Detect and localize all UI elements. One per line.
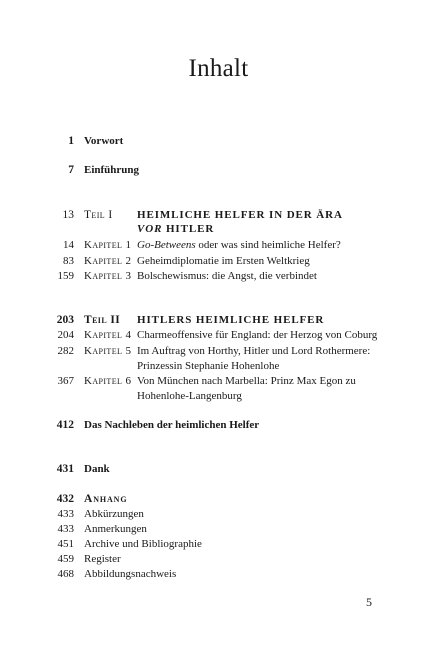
page-number: 468 [57,568,74,580]
chapter-title-line2: Hohenlohe-Langenburg [137,390,242,402]
entry-title: Register [84,553,121,565]
chapter-title: Charmeoffensive für England: der Herzog von Coburg [137,329,378,341]
part-title-line1: HEIMLICHE HELFER IN DER ÄRA [137,209,343,221]
page-number: 83 [63,255,74,267]
page-number: 432 [56,493,74,505]
entry-title: Einführung [84,164,140,176]
chapter-label: Kapitel 6 [84,375,132,387]
page-number: 204 [57,329,74,341]
page-number: 13 [62,209,74,221]
entry-title: Archive und Bibliographie [84,538,202,550]
part-title-italic: VOR [137,223,163,235]
entry-title: Das Nachleben der heimlichen Helfer [84,419,260,431]
page-number: 159 [57,270,74,282]
chapter-title [137,238,341,252]
chapter-label: Kapitel 5 [84,345,132,357]
chapter-title: Bolschewismus: die Angst, die verbindet [137,270,317,282]
part-title-line2 [137,222,214,236]
page-number: 282 [57,345,74,357]
chapter-title-line1: Von München nach Marbella: Prinz Max Egon zu [137,375,356,387]
page-number: 433 [57,523,74,535]
entry-title: Dank [84,463,110,475]
page-number: 459 [57,553,74,565]
entry-title: Vorwort [84,135,124,147]
chapter-title-line2: Prinzessin Stephanie Hohenlohe [137,360,280,372]
page-number: 433 [57,508,74,520]
chapter-label: Kapitel 3 [84,270,132,282]
chapter-label: Kapitel 1 [84,239,132,251]
chapter-title-line1: Im Auftrag von Horthy, Hitler und Lord Rothermere: [137,345,371,357]
chapter-label: Kapitel 4 [84,329,132,341]
page-number: 203 [56,314,74,326]
part-title: HITLERS HEIMLICHE HELFER [137,314,325,326]
page-number: 451 [57,538,74,550]
part-label: Teil II [84,314,121,326]
chapter-label: Kapitel 2 [84,255,132,267]
page-number: 431 [56,463,74,475]
entry-title: Abbildungsnachweis [84,568,177,580]
part-label: Anhang [84,493,128,505]
part-label: Teil I [84,209,113,221]
part-title-rest: HITLER [162,223,215,235]
page-number: 367 [57,375,74,387]
page-number: 1 [68,135,74,147]
page-folio: 5 [366,595,372,609]
chapter-title-italic: Go-Betweens [137,239,196,251]
page-number: 7 [68,164,74,176]
page-number: 412 [56,419,74,431]
entry-title: Anmerkungen [84,523,147,535]
chapter-title-rest: oder was sind heimliche Helfer? [195,239,341,251]
chapter-title: Geheimdiplomatie im Ersten Weltkrieg [137,255,310,267]
page-number: 14 [63,239,74,251]
entry-title: Abkürzungen [84,508,144,520]
page-title: Inhalt [188,55,249,82]
